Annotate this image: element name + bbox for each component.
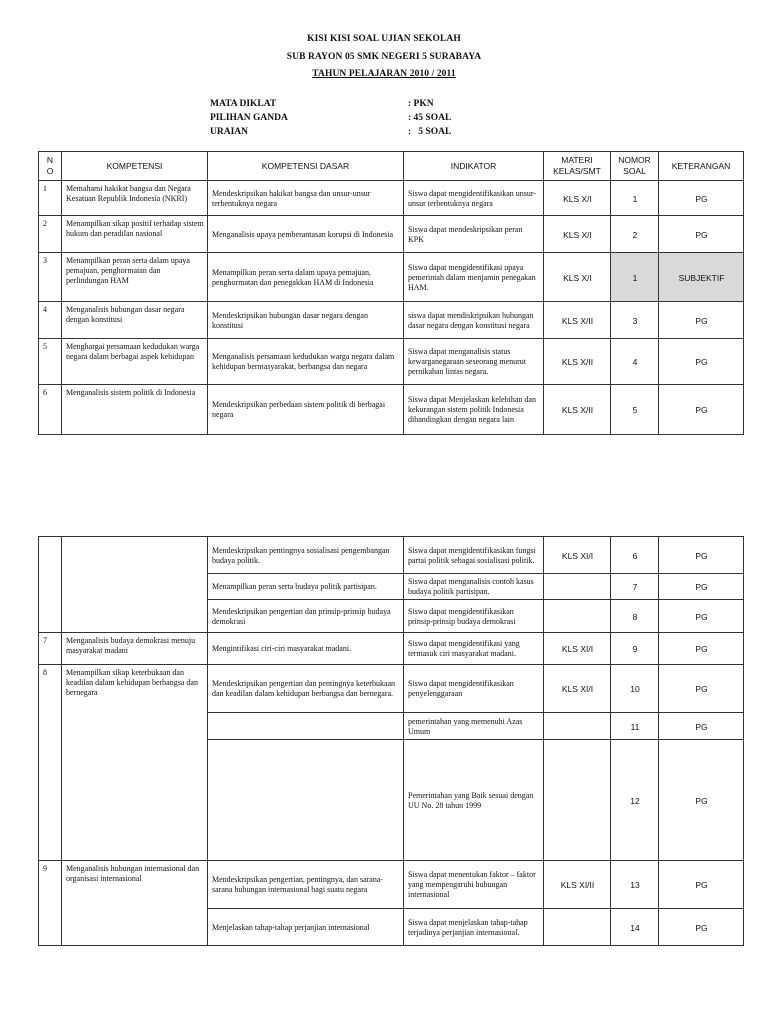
cell-indikator: Siswa dapat menganalisis status kewarganegaraan seseorang menurut pernikahan lintas negara. xyxy=(404,339,544,385)
cell-kompetensi: Menganalisis sistem politik di Indonesia xyxy=(62,385,208,435)
cell-kompetensi-dasar: Menampilkan peran serta budaya politik partisipan. xyxy=(208,574,404,600)
cell-nomor: 1 xyxy=(611,181,659,216)
cell-nomor: 1 xyxy=(611,253,659,302)
cell-keterangan: PG xyxy=(659,861,744,909)
cell-no: 8 xyxy=(39,665,62,861)
cell-keterangan: PG xyxy=(659,302,744,339)
cell-kelas: KLS X/II xyxy=(544,302,611,339)
cell-nomor: 14 xyxy=(611,909,659,946)
cell-no: 4 xyxy=(39,302,62,339)
document-title: KISI KISI SOAL UJIAN SEKOLAH xyxy=(307,34,461,44)
table-row xyxy=(39,861,744,909)
cell-no: 7 xyxy=(39,633,62,665)
grid-table-page-1 xyxy=(38,151,744,435)
cell-keterangan: PG xyxy=(659,574,744,600)
cell-nomor: 11 xyxy=(611,713,659,740)
column-header-indikator: INDIKATOR xyxy=(404,152,544,181)
cell-keterangan: PG xyxy=(659,339,744,385)
document-subtitle: SUB RAYON 05 SMK NEGERI 5 SURABAYA xyxy=(286,52,482,62)
cell-kelas xyxy=(544,909,611,946)
cell-kompetensi: Menghargai persamaan kedudukan warga negara dalam berbagai aspek kehidupan xyxy=(62,339,208,385)
cell-indikator: Siswa dapat mengidentifikasikan fungsi partai politik sebagai sosialisasi politik. xyxy=(404,537,544,574)
meta-label: PILIHAN GANDA xyxy=(210,113,288,123)
table-row xyxy=(39,633,744,665)
cell-nomor: 8 xyxy=(611,600,659,633)
cell-kelas: KLS XI/I xyxy=(544,665,611,713)
cell-keterangan: PG xyxy=(659,740,744,861)
cell-keterangan: PG xyxy=(659,909,744,946)
cell-kelas xyxy=(544,600,611,633)
cell-kompetensi: Menganalisis hubungan dasar negara dengan konstitusi xyxy=(62,302,208,339)
cell-kompetensi: Menampilkan sikap keterbukaan dan keadilan dalam kehidupan berbangsa dan bernegara xyxy=(62,665,208,861)
cell-kelas: KLS X/I xyxy=(544,253,611,302)
cell-nomor: 5 xyxy=(611,385,659,435)
cell-kelas: KLS X/I xyxy=(544,216,611,253)
meta-label: MATA DIKLAT xyxy=(210,99,277,109)
cell-kompetensi-dasar: Menampilkan peran serta dalam upaya pemajuan, penghormatan dan penegakkan HAM di Indonesia xyxy=(208,253,404,302)
cell-indikator: Siswa dapat mengidentifikasi yang termasuk ciri masyarakat madani. xyxy=(404,633,544,665)
cell-kompetensi-dasar: Mendeskripsikan pengertian dan pentingnya keterbukaan dan keadilan dalam kehidupan berbangsa dan bernegara. xyxy=(208,665,404,713)
cell-nomor: 2 xyxy=(611,216,659,253)
cell-kompetensi: Menampilkan peran serta dalam upaya pemajuan, penghormatan dan perlindungan HAM xyxy=(62,253,208,302)
table-row xyxy=(39,216,744,253)
meta-value: : 45 SOAL xyxy=(408,113,452,123)
cell-indikator: Siswa dapat mengidentifikasi upaya pemerintah dalam menjamin penegakan HAM. xyxy=(404,253,544,302)
cell-keterangan: PG xyxy=(659,665,744,713)
cell-keterangan: PG xyxy=(659,600,744,633)
grid-table-page-2 xyxy=(38,536,744,946)
cell-kompetensi xyxy=(62,537,208,633)
cell-kompetensi-dasar: Mendeskripsikan hakikat bangsa dan unsur-unsur terbentuknya negara xyxy=(208,181,404,216)
cell-indikator: Siswa dapat menjelaskan tahap-tahap terjadinya perjanjian internasional. xyxy=(404,909,544,946)
meta-value: : 5 SOAL xyxy=(408,127,452,137)
cell-keterangan: PG xyxy=(659,713,744,740)
cell-kelas: KLS X/II xyxy=(544,385,611,435)
cell-indikator: Siswa dapat menganalisis contoh kasus budaya politik partisipan. xyxy=(404,574,544,600)
cell-kelas: KLS X/II xyxy=(544,339,611,385)
cell-kompetensi-dasar: Mendeskripsikan perbedaan sistem politik di berbagai negara xyxy=(208,385,404,435)
cell-indikator: Siswa dapat mengidentifikasikan unsur-unsur terbentuknya negara xyxy=(404,181,544,216)
table-row xyxy=(39,181,744,216)
cell-nomor: 9 xyxy=(611,633,659,665)
cell-indikator: siswa dapat mendiskripsikan hubungan dasar negara dengan konstitusi negara xyxy=(404,302,544,339)
cell-no: 5 xyxy=(39,339,62,385)
table-row xyxy=(39,253,744,302)
cell-nomor: 6 xyxy=(611,537,659,574)
cell-nomor: 4 xyxy=(611,339,659,385)
cell-keterangan: SUBJEKTIF xyxy=(659,253,744,302)
column-header-kompetensi: KOMPETENSI xyxy=(62,152,208,181)
cell-keterangan: PG xyxy=(659,216,744,253)
table-header-row xyxy=(39,152,744,181)
table-row xyxy=(39,537,744,574)
cell-keterangan: PG xyxy=(659,385,744,435)
cell-no: 6 xyxy=(39,385,62,435)
column-header-keterangan: KETERANGAN xyxy=(659,152,744,181)
cell-kompetensi-dasar: Menjelaskan tahap-tahap perjanjian internasional xyxy=(208,909,404,946)
cell-kompetensi-dasar xyxy=(208,740,404,861)
cell-no: 3 xyxy=(39,253,62,302)
cell-indikator: Siswa dapat mengidentifikasikan penyelenggaraan xyxy=(404,665,544,713)
cell-nomor: 10 xyxy=(611,665,659,713)
cell-keterangan: PG xyxy=(659,633,744,665)
cell-indikator: Siswa dapat mengidentifikasikan prinsip-prinsip budaya demokrasi xyxy=(404,600,544,633)
cell-indikator: Siswa dapat mendeskripsikan peran KPK xyxy=(404,216,544,253)
cell-nomor: 13 xyxy=(611,861,659,909)
meta-value: : PKN xyxy=(408,99,434,109)
column-header-kompetensi-dasar: KOMPETENSI DASAR xyxy=(208,152,404,181)
cell-kompetensi-dasar: Mengintifikasi ciri-ciri masyarakat madani. xyxy=(208,633,404,665)
cell-keterangan: PG xyxy=(659,537,744,574)
cell-keterangan: PG xyxy=(659,181,744,216)
cell-kompetensi-dasar xyxy=(208,713,404,740)
cell-kompetensi-dasar: Mendeskripsikan pengertian, pentingnya, dan sarana-sarana hubungan internasional bagi suatu negara xyxy=(208,861,404,909)
academic-year: TAHUN PELAJARAN 2010 / 2011 xyxy=(312,69,456,79)
cell-indikator: Siswa dapat menentukan faktor – faktor yang mempengaruhi hubungan internasional xyxy=(404,861,544,909)
meta-label: URAIAN xyxy=(210,127,248,137)
cell-no: 1 xyxy=(39,181,62,216)
cell-kompetensi-dasar: Menganalisis persamaan kedudukan warga negara dalam kehidupan bermasyarakat, berbangsa dan negara xyxy=(208,339,404,385)
cell-kelas xyxy=(544,574,611,600)
cell-kelas xyxy=(544,740,611,861)
table-row xyxy=(39,339,744,385)
cell-indikator: Pemerintahan yang Baik sesuai dengan UU No. 28 tahun 1999 xyxy=(404,740,544,861)
cell-kompetensi-dasar: Mendeskripsikan pentingnya sosialisasi pengembangan budaya politik. xyxy=(208,537,404,574)
column-header-materi: MATERI KELAS/SMT xyxy=(544,152,611,181)
column-header-no: N O xyxy=(39,152,62,181)
cell-kompetensi-dasar: Mendeskripsikan pengertian dan prinsip-prinsip budaya demokrasi xyxy=(208,600,404,633)
cell-kelas xyxy=(544,713,611,740)
cell-no: 9 xyxy=(39,861,62,946)
table-row xyxy=(39,302,744,339)
cell-kelas: KLS X/I xyxy=(544,181,611,216)
table-row xyxy=(39,665,744,713)
cell-kompetensi: Menganalisis budaya demokrasi menuju masyarakat madani xyxy=(62,633,208,665)
column-header-nomor-soal: NOMOR SOAL xyxy=(611,152,659,181)
cell-kompetensi: Menampilkan sikap positif terhadap sistem hukum dan peradilan nasional xyxy=(62,216,208,253)
cell-nomor: 7 xyxy=(611,574,659,600)
cell-no xyxy=(39,537,62,633)
cell-kelas: KLS XI/I xyxy=(544,537,611,574)
cell-kompetensi-dasar: Menganalisis upaya pemberantasan korupsi di Indonesia xyxy=(208,216,404,253)
cell-indikator: Siswa dapat Menjelaskan kelebihan dan kekurangan sistem politik Indonesia dibandingkan dengan negara lain xyxy=(404,385,544,435)
cell-kompetensi-dasar: Mendeskripsikan hubungan dasar negara dengan konstitusi xyxy=(208,302,404,339)
cell-no: 2 xyxy=(39,216,62,253)
cell-nomor: 12 xyxy=(611,740,659,861)
cell-indikator: pemerintahan yang memenuhi Azas Umum xyxy=(404,713,544,740)
cell-nomor: 3 xyxy=(611,302,659,339)
table-row xyxy=(39,385,744,435)
cell-kelas: KLS XI/II xyxy=(544,861,611,909)
cell-kelas: KLS XI/I xyxy=(544,633,611,665)
cell-kompetensi: Menganalisis hubungan internasional dan organisasi internasional xyxy=(62,861,208,946)
cell-kompetensi: Memahami hakikat bangsa dan Negara Kesatuan Republik Indonesia (NKRI) xyxy=(62,181,208,216)
